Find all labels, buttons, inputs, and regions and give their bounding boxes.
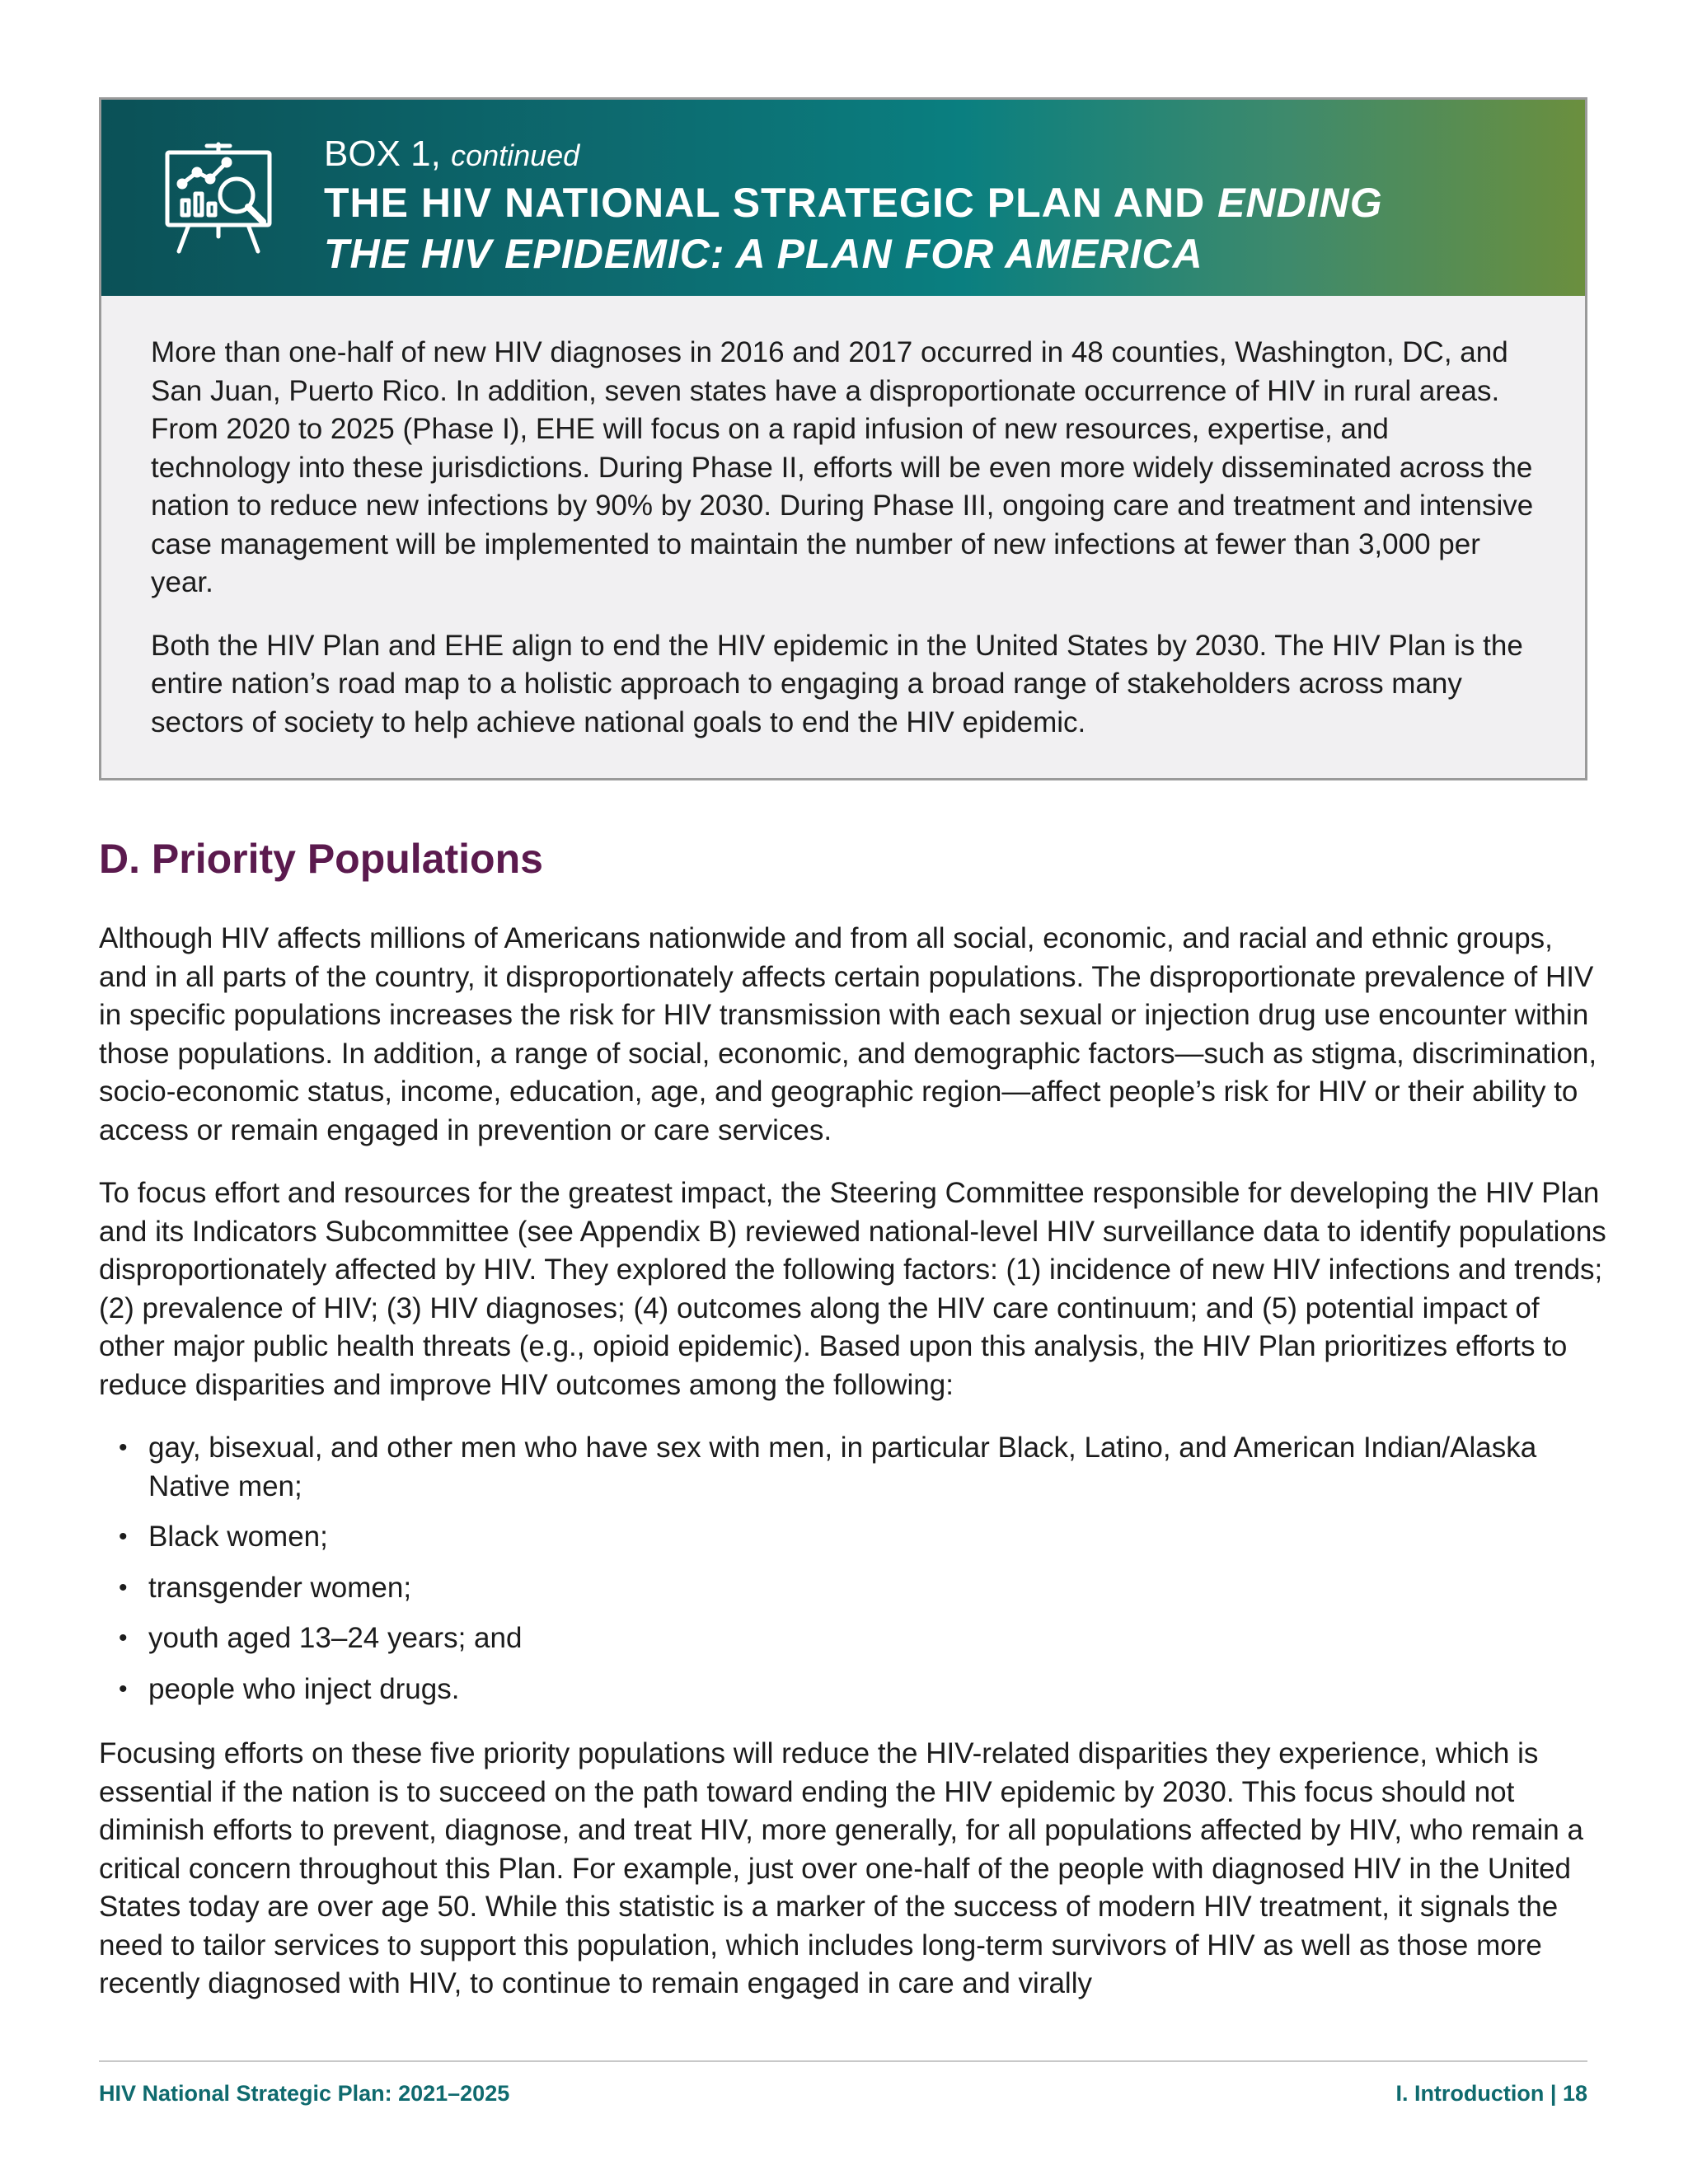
bullet-icon: • — [119, 1675, 128, 1703]
box-title-italic-2: THE HIV EPIDEMIC: A PLAN FOR AMERICA — [324, 231, 1203, 277]
box-label-continued: continued — [451, 138, 580, 172]
body-paragraph: To focus effort and resources for the greatest impact, the Steering Committee responsible for developing the HIV Plan and its Indicators Subcommittee (see Appendix B) reviewed national-level HIV surveillance data to identify populations disproportionately affected by HIV. They explored the following factors: (1) incidence of new HIV infections and trends; (2) prevalence of HIV; (3) HIV diagnoses; (4) outcomes along the HIV care continuum; and (5) potential impact of other major public health threats (e.g., opioid epidemic). Based upon this analysis, the HIV Plan prioritizes efforts to reduce disparities and improve HIV outcomes among the following: — [99, 1177, 1606, 1401]
box-title-italic-1: ENDING — [1217, 180, 1383, 226]
list-item-text: Black women; — [148, 1521, 328, 1553]
list-item — [99, 1518, 1607, 1557]
list-item-text: gay, bisexual, and other men who have sex with men, in particular Black, Latino, and American Indian/Alaska Native men; — [148, 1432, 1537, 1502]
footer-document-title: HIV National Strategic Plan: 2021–2025 — [99, 2081, 510, 2106]
footer-page-number: I. Introduction | 18 — [1395, 2081, 1587, 2106]
box-title-plain: THE HIV NATIONAL STRATEGIC PLAN AND — [324, 180, 1206, 226]
bullet-icon: • — [119, 1523, 128, 1550]
box-label-number: BOX 1, — [324, 134, 441, 174]
presentation-chart-magnifier-icon — [161, 141, 276, 256]
box-body — [101, 296, 1585, 778]
bullet-icon: • — [119, 1434, 128, 1461]
list-item-text: transgender women; — [148, 1571, 412, 1604]
list-item-text: people who inject drugs. — [148, 1672, 460, 1705]
bullet-icon: • — [119, 1624, 128, 1652]
list-item — [99, 1671, 1607, 1709]
list-item — [99, 1619, 1607, 1658]
box-paragraph: More than one-half of new HIV diagnoses in 2016 and 2017 occurred in 48 counties, Washington, DC, and San Juan, Puerto Rico. In addition, seven states have a disproportionate occurrence of HIV in rural areas. From 2020 to 2025 (Phase I), EHE will focus on a rapid infusion of new resources, expertise, and technology into these jurisdictions. During Phase II, efforts will be even more widely disseminated across the nation to reduce new infections by 90% by 2030. During Phase III, ongoing care and treatment and intensive case management will be implemented to maintain the number of new infections at fewer than 3,000 per year. — [151, 336, 1534, 598]
list-item — [99, 1569, 1607, 1608]
info-box — [99, 97, 1587, 780]
box-header — [101, 100, 1585, 296]
section-heading: D. Priority Populations — [99, 836, 543, 882]
box-paragraph: Both the HIV Plan and EHE align to end the HIV epidemic in the United States by 2030. The HIV Plan is the entire nation’s road map to a holistic approach to engaging a broad range of stakeholders across many sectors of society to help achieve national goals to end the HIV epidemic. — [151, 629, 1523, 738]
box-title — [324, 177, 1544, 279]
priority-populations-list — [99, 1429, 1607, 1708]
body-paragraph: Although HIV affects millions of Americans nationwide and from all social, economic, and racial and ethnic groups, and in all parts of the country, it disproportionately affects certain populations. The disproportionate prevalence of HIV in specific populations increases the risk for HIV transmission with each sexual or injection drug use encounter within those populations. In addition, a range of social, economic, and demographic factors—such as stigma, discrimination, socio-economic status, income, education, age, and geographic region—affect people’s risk for HIV or their ability to access or remain engaged in prevention or care services. — [99, 922, 1597, 1146]
list-item-text: youth aged 13–24 years; and — [148, 1622, 523, 1654]
box-label — [324, 131, 579, 179]
body-paragraph: Focusing efforts on these five priority populations will reduce the HIV-related disparities they experience, which is essential if the nation is to succeed on the path toward ending the HIV epidemic by 2030. This focus should not diminish efforts to prevent, diagnose, and treat HIV, more generally, for all populations affected by HIV, who remain a critical concern throughout this Plan. For example, just over one-half of the people with diagnosed HIV in the United States today are over age 50. While this statistic is a marker of the success of modern HIV treatment, it signals the need to tailor services to support this population, which includes long-term survivors of HIV as well as those more recently diagnosed with HIV, to continue to remain engaged in care and virally — [99, 1737, 1583, 1999]
bullet-icon: • — [119, 1573, 128, 1601]
footer-divider — [99, 2060, 1587, 2062]
priority-populations-section — [99, 832, 1607, 2028]
list-item — [99, 1429, 1607, 1506]
